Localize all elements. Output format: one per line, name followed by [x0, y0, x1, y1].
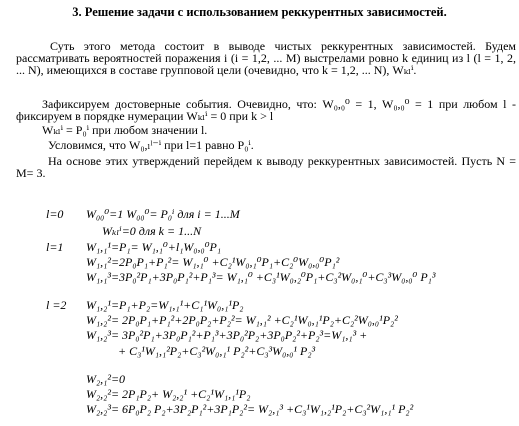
- paragraph-convention: Условимся, что W₀,ₗˡ⁻ⁱ при l=1 равно P₀ⁱ.: [48, 138, 254, 152]
- paragraph-intro: Суть этого метода состоит в выводе чистых реккурентных зависимостей. Будем рассматривать вероятностей поражения i (i = 1,2, ... M) выстрелами ровно k единиц из l (l = 1, 2, ... N), имеющихся в составе групповой цели (очевидно, что k = 1,2, ... N), Wₖₗⁱ.: [16, 39, 516, 77]
- equation-l1-2: W₁,₁²=2P₀P₁+P₁²= W₁,₁⁰ +C₂¹W₀,₁⁰P₁+C₂⁰W₀,₀⁰P₁²: [86, 255, 340, 269]
- label-l1: l=1: [46, 240, 64, 254]
- equation-l0-2: Wₖₗⁱ=0 для k = 1...N: [102, 224, 202, 238]
- equation-l2-5: W₂,₁²=0: [86, 372, 126, 386]
- equation-l2-6: W₂,₂²= 2P₁P₂+ W₂,₂¹ +C₂¹W₁,₁¹P₂: [86, 387, 251, 401]
- paragraph-certain-events: Зафиксируем достоверные события. Очевидно, что: W₀,₀⁰ = 1, W₀,₀⁰ = 1 при любом l - фиксируем в порядке нумерации Wₖₗⁱ = 0 при k > l: [16, 97, 516, 123]
- equation-l2-4: + C₃¹W₁,₁²P₂+C₃²W₀,₁¹ P₂²+C₃³W₀,₀¹ P₂³: [118, 344, 316, 358]
- equation-l2-2: W₁,₂²= 2P₀P₁+P₁²+2P₀P₂+P₂²= W₁,₁² +C₂¹W₀,₁¹P₂+C₂²W₀,₀¹P₂²: [86, 313, 398, 327]
- equation-l1-3: W₁,₁³=3P₀²P₁+3P₀P₁²+P₁³= W₁,₁⁰ +C₃¹W₀,₂⁰P₁+C₃²W₀,₁⁰+C₃³W₀,₀⁰ P₁³: [86, 270, 436, 284]
- equation-l2-3: W₁,₂³= 3P₀²P₁+3P₀P₁²+P₁³+3P₀²P₂+3P₀P₂²+P₂³=W₁,₁³ +: [86, 328, 368, 342]
- equation-l2-7: W₂,₂³= 6P₀P₂ P₂+3P₂P₁²+3P₁P₂²= W₂,₁³ +C₃¹W₁,₂¹P₂+C₃²W₁,₁¹ P₂²: [86, 402, 414, 416]
- section-heading: 3. Решение задачи с использованием реккурентных зависимостей.: [72, 5, 447, 19]
- label-l0: l=0: [46, 207, 64, 221]
- equation-l1-1: W₁,₁¹=P₁= W₁,₁⁰+l₁W₀,₀⁰P₁: [86, 240, 222, 254]
- label-l2: l =2: [46, 298, 67, 312]
- paragraph-p0-rule: Wₖₗⁱ = P₀ⁱ при любом значении l.: [42, 123, 208, 137]
- equation-l0-1: W₀₀⁰=1 W₀₀⁰= P₀ⁱ для i = 1...M: [86, 207, 240, 221]
- paragraph-transition: На основе этих утверждений перейдем к выводу реккурентных зависимостей. Пусть N = M= 3.: [16, 154, 516, 180]
- equation-l2-1: W₁,₂¹=P₁+P₂=W₁,₁¹+C₁¹W₀,₁¹P₂: [86, 298, 244, 312]
